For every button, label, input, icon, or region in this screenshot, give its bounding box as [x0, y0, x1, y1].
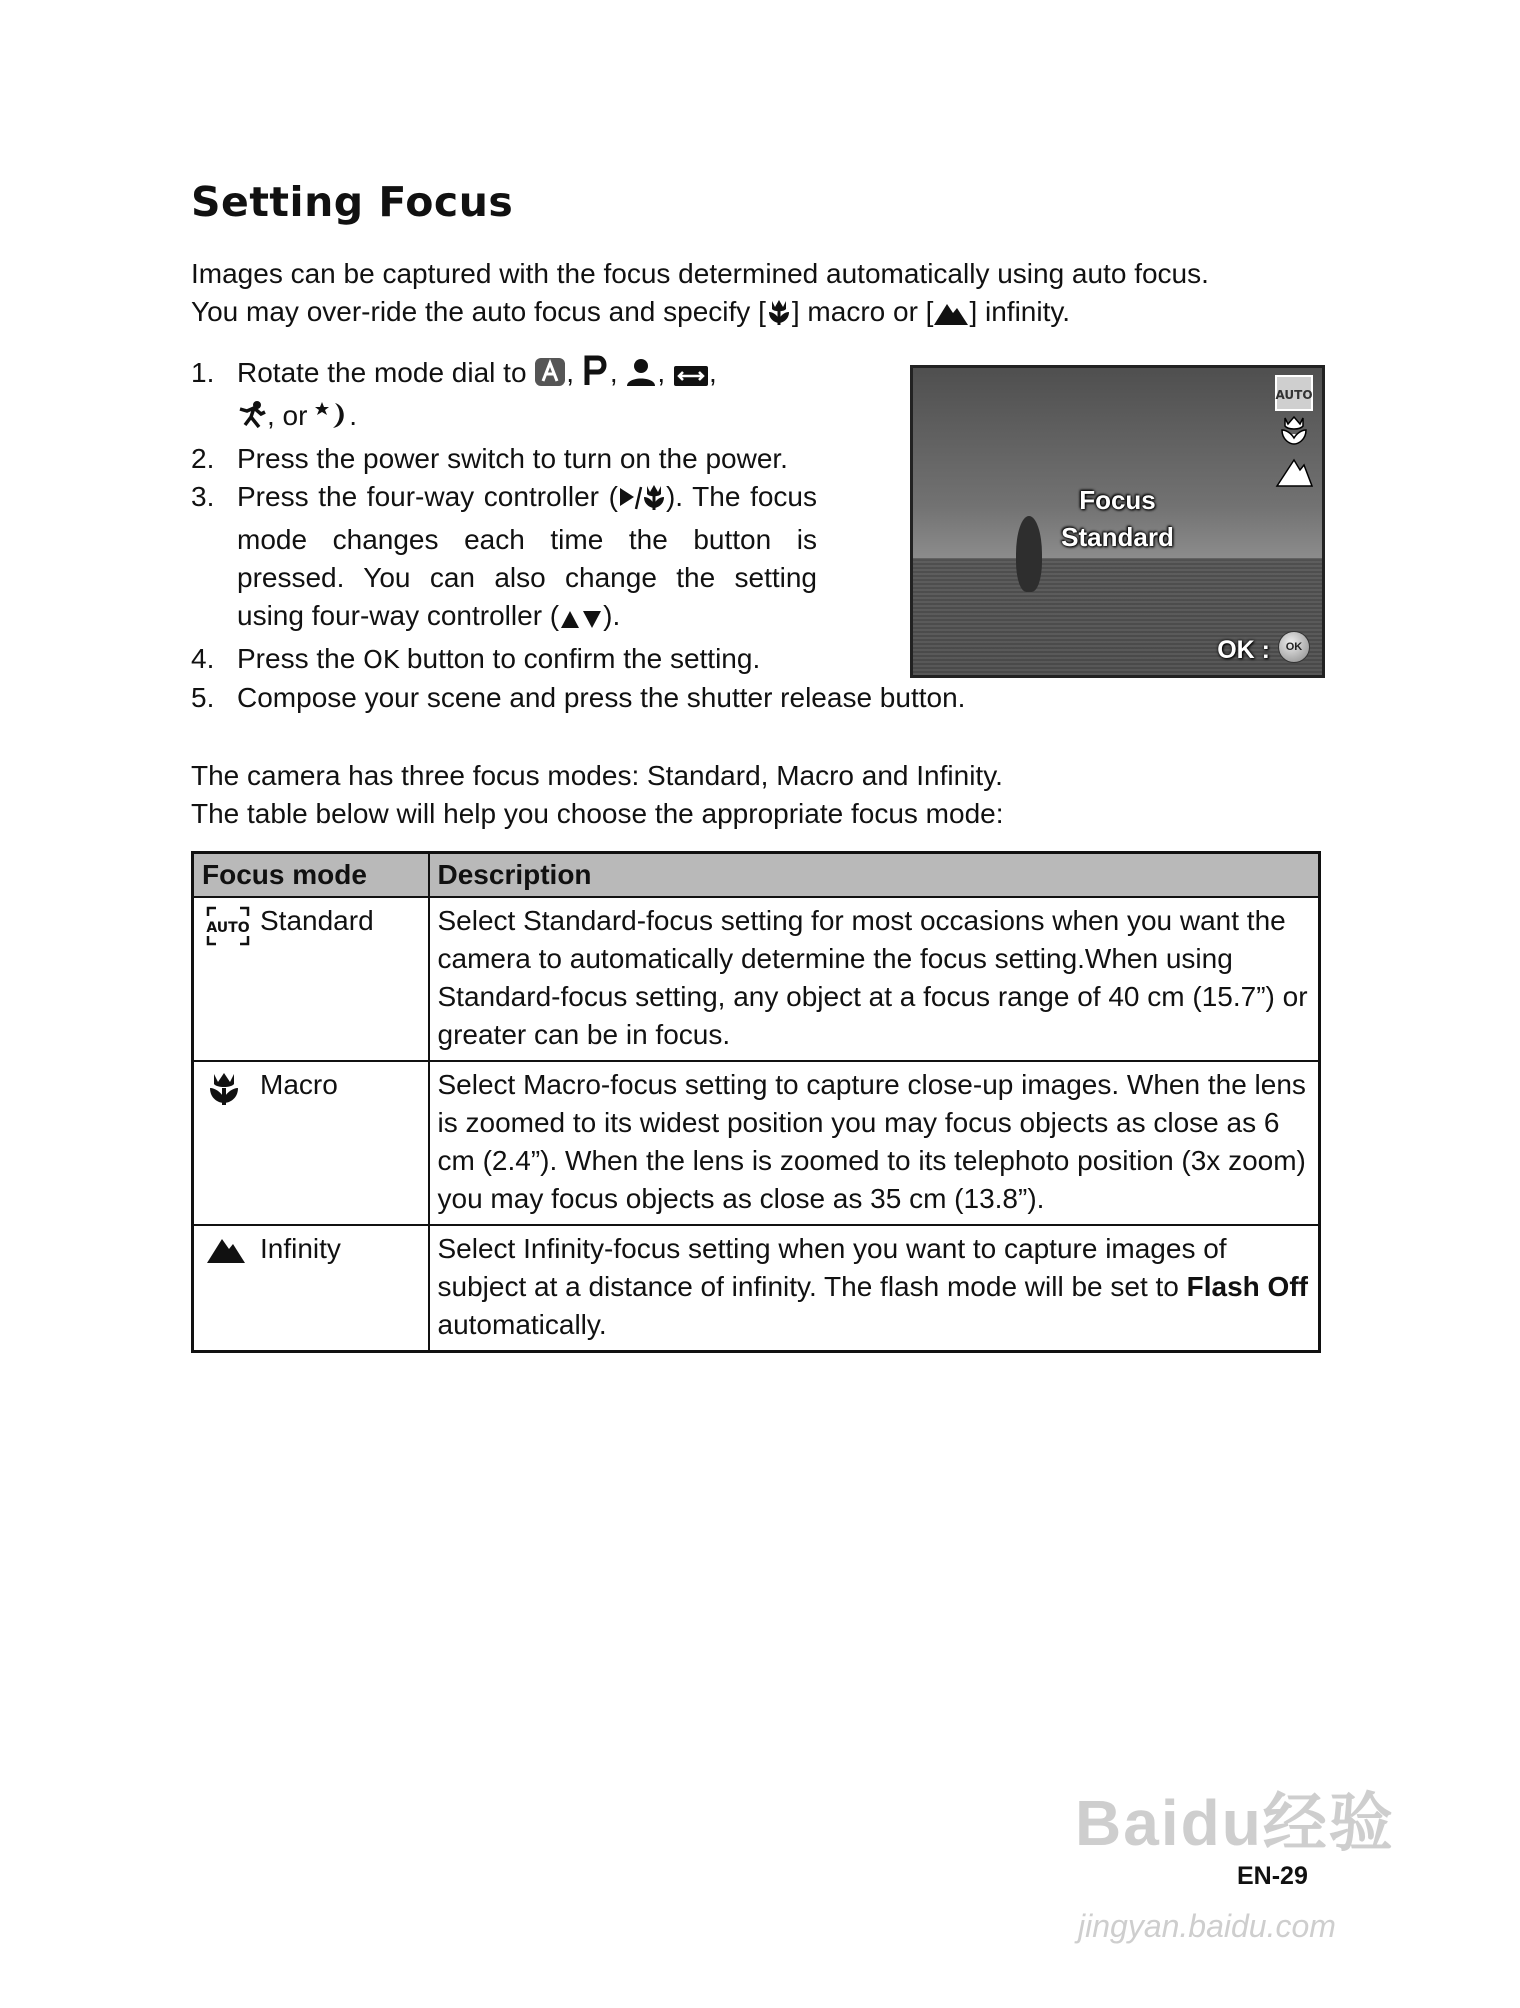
- intro-text-c: ] infinity.: [969, 296, 1071, 327]
- mode-name: Macro: [260, 1069, 338, 1100]
- column-header-focus-mode: Focus mode: [193, 853, 429, 898]
- separator: .: [349, 400, 358, 431]
- macro-icon: [766, 298, 792, 336]
- separator: ,: [708, 357, 717, 388]
- mode-cell: [193, 1225, 429, 1352]
- page-number: EN-29: [1237, 1862, 1308, 1890]
- night-mode-icon: [315, 400, 349, 440]
- auto-mode-icon: [534, 357, 566, 397]
- summary-line-2: The table below will help you choose the appropriate focus mode:: [191, 798, 1004, 829]
- camera-lcd-preview: [910, 365, 1325, 678]
- intro-text-b: ] macro or [: [791, 296, 934, 327]
- separator: ,: [657, 357, 673, 388]
- page-title: Setting Focus: [191, 178, 514, 226]
- program-mode-icon: [582, 355, 610, 397]
- intro-line-2: [191, 293, 1322, 336]
- focus-mode-icon-stack: [1274, 374, 1314, 494]
- intro-text-a: You may over-ride the auto focus and specify [: [191, 296, 766, 327]
- ok-prompt: OK :: [1217, 636, 1270, 664]
- infinity-icon: [206, 1234, 246, 1274]
- play-right-macro-icon: [618, 483, 666, 521]
- sports-mode-icon: [237, 400, 267, 440]
- ok-button-glyph: OK: [363, 645, 400, 674]
- step-number: 1.: [191, 357, 215, 388]
- step-5: [191, 679, 1331, 717]
- focus-mode-icons: [1274, 374, 1314, 499]
- step-number: 4.: [191, 643, 215, 674]
- step-text: Compose your scene and press the shutter release button.: [237, 682, 966, 713]
- step-text: [237, 478, 817, 640]
- table-row: [193, 1061, 1320, 1225]
- step-3-text-b: ). The focus mode changes each time the button is pressed. You can also change the setting using four-way controller (: [237, 481, 817, 631]
- step-number: 3.: [191, 481, 215, 512]
- portrait-mode-icon: [625, 357, 657, 397]
- summary-line-1: The camera has three focus modes: Standard, Macro and Infinity.: [191, 760, 1003, 791]
- mode-name: Infinity: [260, 1233, 341, 1264]
- step-number: 2.: [191, 443, 215, 474]
- watermark-logo: Baidu经验: [1075, 1787, 1395, 1859]
- table-row: [193, 897, 1320, 1061]
- up-down-arrows-icon: [559, 602, 603, 640]
- auto-focus-icon: [206, 906, 250, 956]
- separator: ,: [609, 357, 626, 388]
- step-text: Press the power switch to turn on the power.: [237, 443, 788, 474]
- step-4-text-b: button to confirm the setting.: [399, 643, 761, 674]
- table-header-row: [193, 853, 1320, 898]
- screen-auto-badge: AUTO: [1275, 388, 1313, 402]
- mode-cell: [193, 897, 429, 1061]
- mode-description: Select Macro-focus setting to capture close-up images. When the lens is zoomed to its widest position you may focus objects as close as 6 cm (2.4”). When the lens is zoomed to its telephoto position (3x zoom) you may focus objects as close as 35 cm (13.8”).: [429, 1061, 1320, 1225]
- step-number: 5.: [191, 682, 215, 713]
- mode-description: Select Standard-focus setting for most occasions when you want the camera to automatically determine the focus setting.When using Standard-focus setting, any object at a focus range of 40 cm (15.7”) or greater can be in focus.: [429, 897, 1320, 1061]
- step-text: [237, 354, 817, 440]
- mode-name: Standard: [260, 905, 374, 936]
- separator: , or: [267, 400, 316, 431]
- separator: ,: [566, 357, 582, 388]
- mode-cell: [193, 1061, 429, 1225]
- auto-badge-text: AUTO: [206, 920, 250, 936]
- table-row: [193, 1225, 1320, 1352]
- macro-icon: [206, 1070, 242, 1116]
- description-text: Select Infinity-focus setting when you want to capture images of subject at a distance of infinity. The flash mode will be set to: [437, 1233, 1227, 1302]
- watermark-url: jingyan.baidu.com: [1078, 1908, 1336, 1944]
- intro-paragraph: [191, 255, 1322, 336]
- description-bold: Flash Off: [1186, 1271, 1308, 1302]
- panorama-mode-icon: [673, 359, 709, 397]
- description-text: automatically.: [437, 1309, 607, 1340]
- step-3-text-c: ).: [603, 600, 621, 631]
- summary-paragraph: [191, 757, 1331, 833]
- column-header-description: Description: [429, 853, 1320, 898]
- ok-button-icon: OK: [1278, 631, 1310, 663]
- focus-label: Focus: [1079, 485, 1156, 515]
- focus-mode-table: [191, 851, 1321, 1353]
- intro-line-1: Images can be captured with the focus determined automatically using auto focus.: [191, 258, 1209, 289]
- mode-description: [429, 1225, 1320, 1352]
- step-1-text: Rotate the mode dial to: [237, 357, 535, 388]
- focus-value: Standard: [1061, 522, 1174, 552]
- infinity-icon: [933, 298, 969, 336]
- step-3-text-a: Press the four-way controller (: [237, 481, 618, 512]
- step-4-text-a: Press the: [237, 643, 364, 674]
